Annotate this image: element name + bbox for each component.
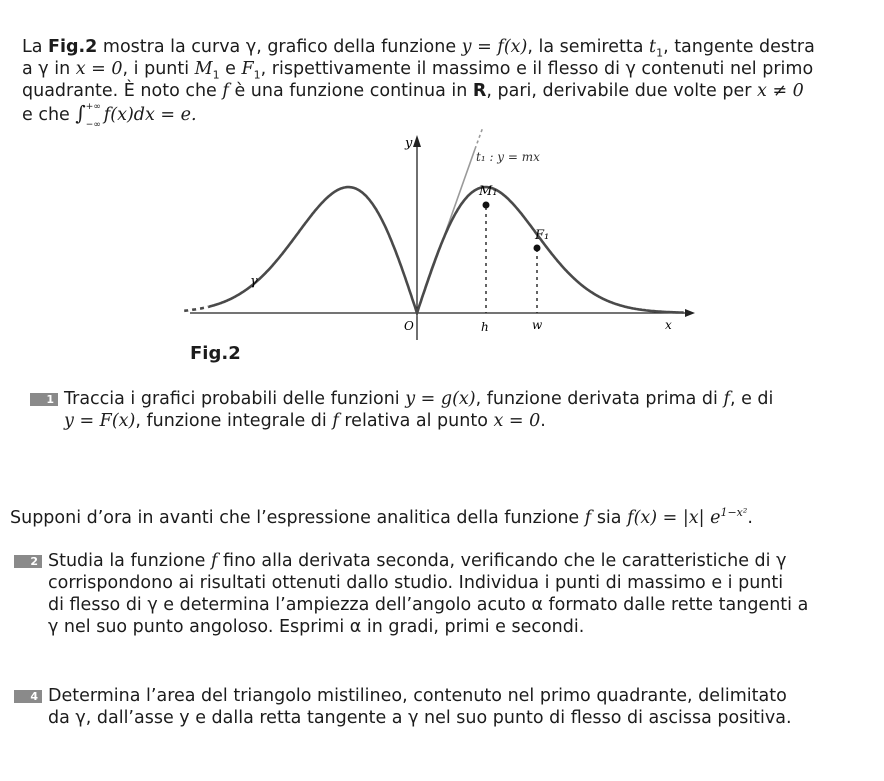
question-4-line-2: da γ, dall’asse y e dalla retta tangente a γ nel suo punto di flesso di ascissa positiva. xyxy=(48,708,792,728)
question-2-line-4: γ nel suo punto angoloso. Esprimi α in gradi, primi e secondi. xyxy=(48,617,585,637)
question-1-line-2: y = F(x), funzione integrale di f relativa al punto x = 0. xyxy=(64,411,546,431)
intro-line-1: La Fig.2 mostra la curva γ, grafico della funzione y = f(x), la semiretta $t_1$, tangente destra xyxy=(22,37,815,60)
figure-2 xyxy=(180,125,700,350)
tangent-line-dashed xyxy=(475,127,483,149)
question-2-line-1: 2 Studia la funzione f fino alla derivata seconda, verificando che le caratteristiche di γ xyxy=(14,550,864,572)
question-2-line-2: corrispondono ai risultati ottenuti dallo studio. Individua i punti di massimo e i punti xyxy=(48,573,784,593)
x-axis-arrow xyxy=(685,309,695,317)
question-2 xyxy=(14,550,864,638)
m1-label: M₁ xyxy=(479,184,498,199)
intro-line-4: e che ∫ +∞ −∞ f(x)dx = e. xyxy=(22,101,197,130)
y-axis-label: y xyxy=(405,136,413,151)
inflection-point-f1 xyxy=(534,245,541,252)
intro-line-3: quadrante. È noto che f è una funzione continua in R, pari, derivabile due volte per x ≠ 0 xyxy=(22,81,804,101)
gamma-curve-left-tail xyxy=(184,307,208,311)
intro-line-2: a γ in x = 0, i punti $M_1$ e $F_1$, rispettivamente il massimo e il flesso di γ contenuti nel primo xyxy=(22,59,814,82)
tangent-label: t₁ : y = mx xyxy=(476,150,540,164)
question-4 xyxy=(14,685,864,729)
question-2-line-3: di flesso di γ e determina l’ampiezza dell’angolo acuto α formato dalle rette tangenti a xyxy=(48,595,809,615)
max-point-m1 xyxy=(483,202,490,209)
question-1-line-1: 1 Traccia i grafici probabili delle funzioni y = g(x), funzione derivata prima di f, e di xyxy=(30,388,860,410)
h-label: h xyxy=(481,320,489,334)
supposition-paragraph: Supponi d’ora in avanti che l’espressione analitica della funzione f sia f(x) = |x| $e^{1-x^2}$. xyxy=(10,506,753,528)
f1-label: F₁ xyxy=(535,228,550,243)
question-2-number: 2 xyxy=(14,555,42,568)
origin-label: O xyxy=(404,319,414,333)
gamma-curve xyxy=(209,187,684,313)
function-graph xyxy=(180,125,700,350)
question-1-number: 1 xyxy=(30,393,58,406)
gamma-label: γ xyxy=(250,274,258,289)
x-axis-label: x xyxy=(665,318,672,332)
question-1 xyxy=(30,388,860,432)
w-label: w xyxy=(532,318,543,332)
y-axis-arrow xyxy=(413,135,421,147)
intro-paragraph xyxy=(22,36,860,130)
question-4-number: 4 xyxy=(14,690,42,703)
question-4-line-1: 4 Determina l’area del triangolo mistilineo, contenuto nel primo quadrante, delimitato xyxy=(14,685,864,707)
figure-caption: Fig.2 xyxy=(190,343,241,364)
